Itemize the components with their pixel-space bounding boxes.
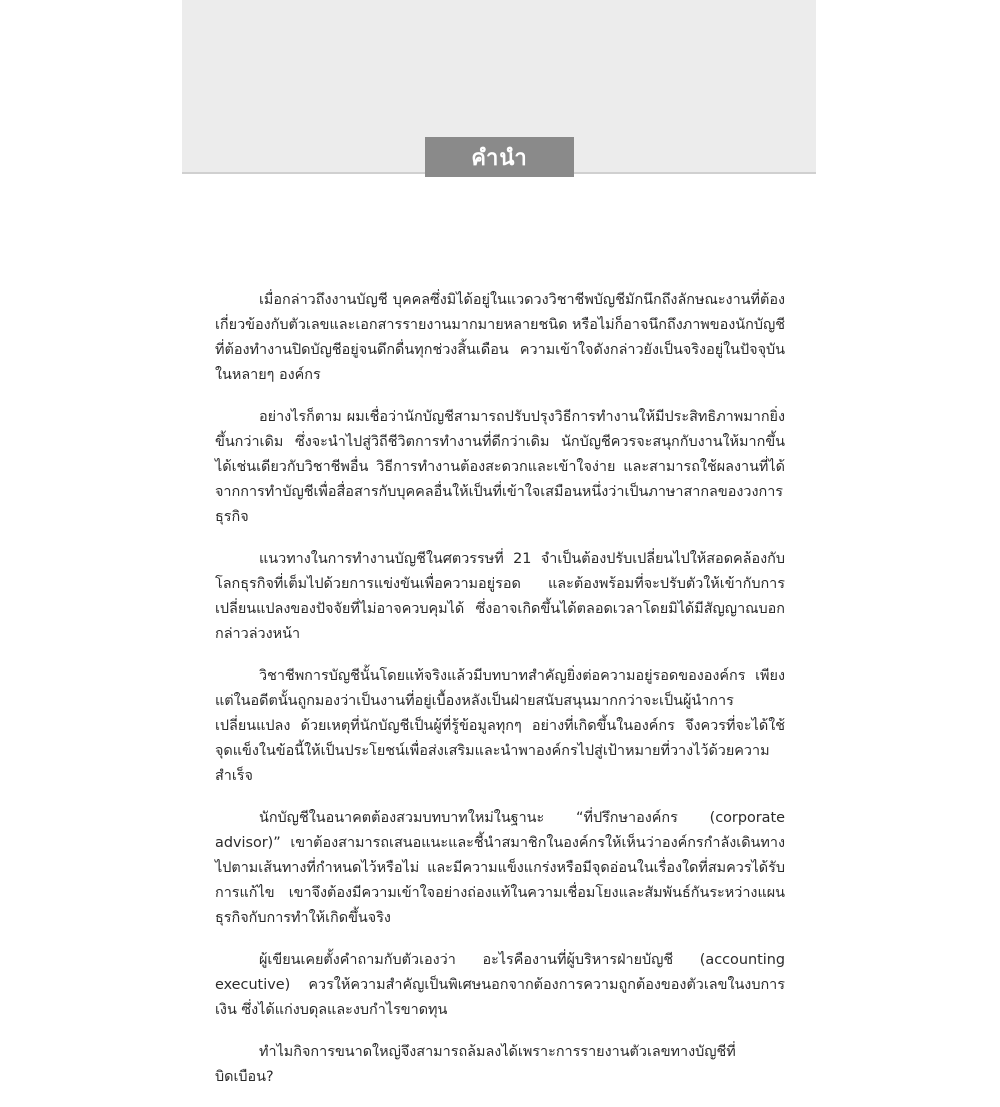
document-page xyxy=(182,0,816,1085)
paragraph-6: ผู้เขียนเคยตั้งคำถามกับตัวเองว่า อะไรคืองานที่ผู้บริหารฝ่ายบัญชี (accounting executive) ควรให้ความสำคัญเป็นพิเศษนอกจากต้องการความถูกต้องของตัวเลขในงบการเงิน ซึ่งได้แก่งบดุลและงบกำไรขาดทุน xyxy=(215,952,785,1018)
body-text xyxy=(215,288,785,1107)
paragraph-4: วิชาชีพการบัญชีนั้นโดยแท้จริงแล้วมีบทบาทสำคัญยิ่งต่อความอยู่รอดขององค์กร เพียงแต่ในอดีตนั้นถูกมองว่าเป็นงานที่อยู่เบื้องหลังเป็นฝ่ายสนับสนุนมากกว่าจะเป็นผู้นำการเปลี่ยนแปลง ด้วยเหตุที่นักบัญชีเป็นผู้ที่รู้ข้อมูลทุกๆ อย่างที่เกิดขึ้นในองค์กร จึงควรที่จะได้ใช้จุดแข็งในข้อนี้ให้เป็นประโยชน์เพื่อส่งเสริมและนำพาองค์กรไปสู่เป้าหมายที่วางไว้ด้วยความสำเร็จ xyxy=(215,668,785,784)
paragraph-7: ทำไมกิจการขนาดใหญ่จึงสามารถล้มลงได้เพราะการรายงานตัวเลขทางบัญชีที่บิดเบือน? xyxy=(215,1044,736,1085)
paragraph-2: อย่างไรก็ตาม ผมเชื่อว่านักบัญชีสามารถปรับปรุงวิธีการทำงานให้มีประสิทธิภาพมากยิ่งขึ้นกว่าเดิม ซึ่งจะนำไปสู่วิถีชีวิตการทำงานที่ดีกว่าเดิม นักบัญชีควรจะสนุกกับงานให้มากขึ้นได้เช่นเดียวกับวิชาชีพอื่น วิธีการทำงานต้องสะดวกและเข้าใจง่าย และสามารถใช้ผลงานที่ได้จากการทำบัญชีเพื่อสื่อสารกับบุคคลอื่นให้เป็นที่เข้าใจเสมือนหนึ่งว่าเป็นภาษาสากลของวงการธุรกิจ xyxy=(215,409,785,525)
paragraph-5: นักบัญชีในอนาคตต้องสวมบทบาทใหม่ในฐานะ “ที่ปรึกษาองค์กร (corporate advisor)” เขาต้องสามารถเสนอแนะและชี้นำสมาชิกในองค์กรให้เห็นว่าองค์กรกำลังเดินทางไปตามเส้นทางที่กำหนดไว้หรือไม่ และมีความแข็งแกร่งหรือมีจุดอ่อนในเรื่องใดที่สมควรได้รับการแก้ไข เขาจึงต้องมีความเข้าใจอย่างถ่องแท้ในความเชื่อมโยงและสัมพันธ์กันระหว่างแผนธุรกิจกับการทำให้เกิดขึ้นจริง xyxy=(215,810,785,926)
paragraph-3: แนวทางในการทำงานบัญชีในศตวรรษที่ 21 จำเป็นต้องปรับเปลี่ยนไปให้สอดคล้องกับโลกธุรกิจที่เต็มไปด้วยการแข่งขันเพื่อความอยู่รอด และต้องพร้อมที่จะปรับตัวให้เข้ากับการเปลี่ยนแปลงของปัจจัยที่ไม่อาจควบคุมได้ ซึ่งอาจเกิดขึ้นได้ตลอดเวลาโดยมิได้มีสัญญาณบอกกล่าวล่วงหน้า xyxy=(215,551,785,642)
paragraph-1: เมื่อกล่าวถึงงานบัญชี บุคคลซึ่งมิได้อยู่ในแวดวงวิชาชีพบัญชีมักนึกถึงลักษณะงานที่ต้องเกี่ยวข้องกับตัวเลขและเอกสารรายงานมากมายหลายชนิด หรือไม่ก็อาจนึกถึงภาพของนักบัญชีที่ต้องทำงานปิดบัญชีอยู่จนดึกดื่นทุกช่วงสิ้นเดือน ความเข้าใจดังกล่าวยังเป็นจริงอยู่ในปัจจุบันในหลายๆ องค์กร xyxy=(215,292,786,383)
page-title: คำนำ xyxy=(425,137,574,177)
